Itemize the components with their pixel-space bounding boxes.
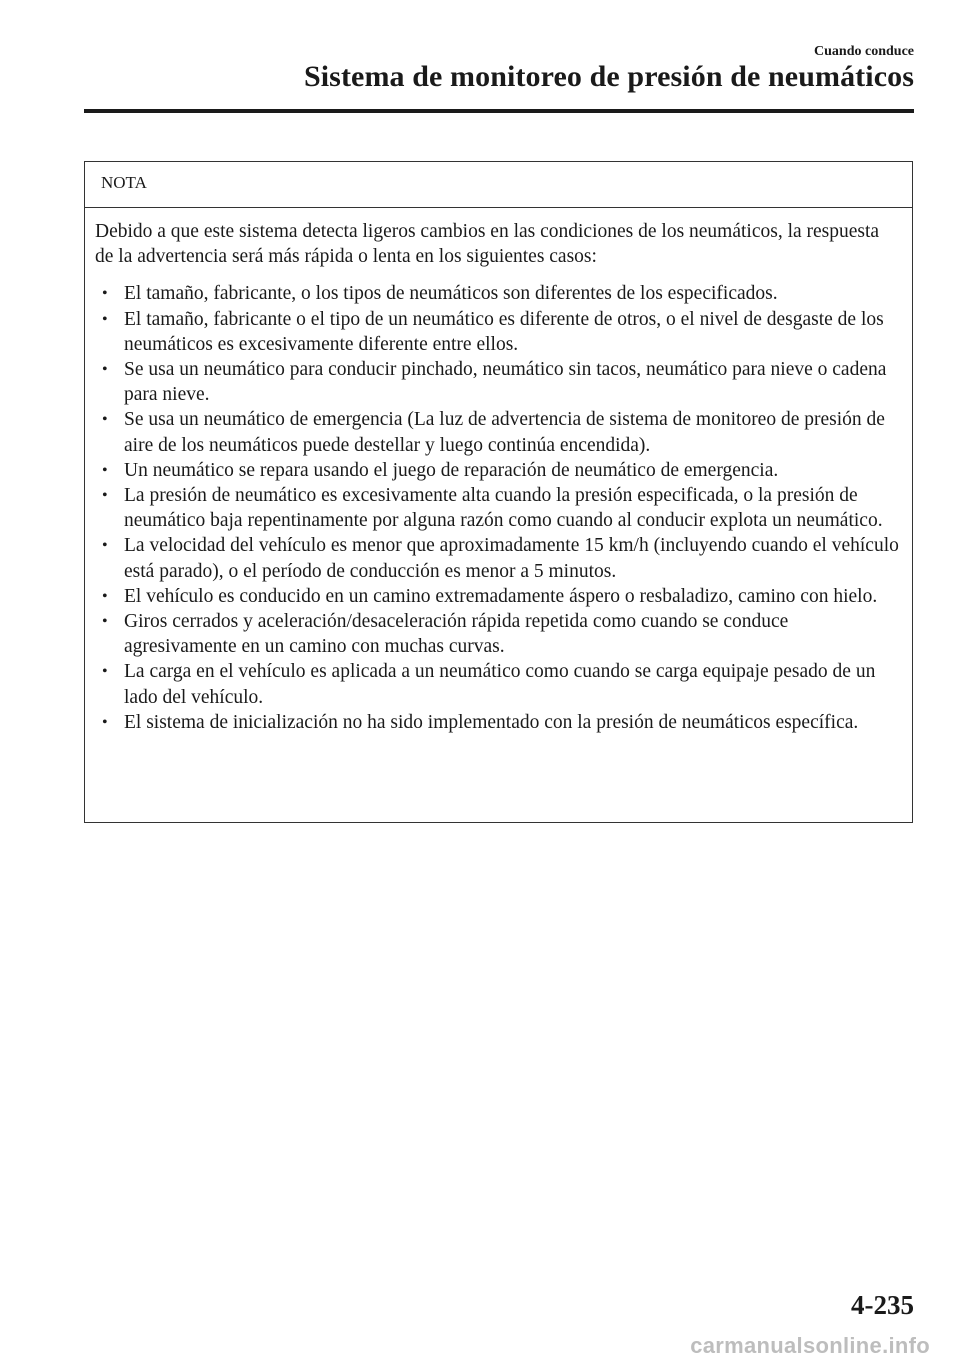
list-item — [95, 584, 902, 609]
list-item — [95, 407, 902, 457]
note-bullet-list — [95, 281, 902, 735]
note-heading: NOTA — [85, 162, 912, 208]
list-item — [95, 659, 902, 709]
bullet-icon: • — [102, 663, 108, 681]
section-label: Cuando conduce — [814, 44, 914, 59]
page-number: 4-235 — [851, 1290, 914, 1320]
bullet-icon: • — [102, 537, 108, 555]
list-item — [95, 458, 902, 483]
list-item — [95, 710, 902, 735]
list-item-text: La carga en el vehículo es aplicada a un neumático como cuando se carga equipaje pesado de un lado del vehículo. — [124, 661, 876, 708]
list-item-text: Se usa un neumático para conducir pinchado, neumático sin tacos, neumático para nieve o cadena para nieve. — [124, 359, 887, 406]
header-divider — [84, 109, 914, 113]
bullet-icon: • — [102, 713, 108, 731]
bullet-icon: • — [102, 285, 108, 303]
list-item-text: La presión de neumático es excesivamente alta cuando la presión especificada, o la presión de neumático baja repentinamente por alguna razón como cuando al conducir explota un neumático. — [124, 485, 883, 532]
bullet-icon: • — [102, 613, 108, 631]
watermark-link[interactable]: carmanualsonline.info — [690, 1333, 930, 1358]
list-item-text: Giros cerrados y aceleración/desaceleración rápida repetida como cuando se conduce agresivamente en un camino con muchas curvas. — [124, 611, 789, 658]
list-item — [95, 483, 902, 533]
list-item-text: Un neumático se repara usando el juego de reparación de neumático de emergencia. — [124, 459, 779, 481]
list-item-text: La velocidad del vehículo es menor que aproximadamente 15 km/h (incluyendo cuando el vehículo está parado), o el período de conducción es menor a 5 minutos. — [124, 535, 899, 582]
list-item-text: El sistema de inicialización no ha sido implementado con la presión de neumáticos específica. — [124, 711, 859, 733]
list-item-text: El tamaño, fabricante, o los tipos de neumáticos son diferentes de los especificados. — [124, 283, 778, 305]
list-item — [95, 281, 902, 306]
list-item-text: El tamaño, fabricante o el tipo de un neumático es diferente de otros, o el nivel de desgaste de los neumáticos es excesivamente diferente entre ellos. — [124, 308, 884, 355]
bullet-icon: • — [102, 587, 108, 605]
note-body — [85, 208, 912, 735]
list-item — [95, 533, 902, 583]
list-item — [95, 357, 902, 407]
list-item-text: El vehículo es conducido en un camino extremadamente áspero o resbaladizo, camino con hielo. — [124, 585, 878, 607]
note-intro: Debido a que este sistema detecta ligeros cambios en las condiciones de los neumáticos, la respuesta de la advertencia será más rápida o lenta en los siguientes casos: — [95, 221, 880, 268]
list-item — [95, 609, 902, 659]
bullet-icon: • — [102, 310, 108, 328]
bullet-icon: • — [102, 461, 108, 479]
note-box — [84, 161, 913, 823]
bullet-icon: • — [102, 411, 108, 429]
list-item-text: Se usa un neumático de emergencia (La luz de advertencia de sistema de monitoreo de presión de aire de los neumáticos puede destellar y luego continúa encendida). — [124, 409, 885, 456]
bullet-icon: • — [102, 361, 108, 379]
page-title: Sistema de monitoreo de presión de neumáticos — [303, 60, 914, 93]
bullet-icon: • — [102, 487, 108, 505]
list-item — [95, 307, 902, 357]
